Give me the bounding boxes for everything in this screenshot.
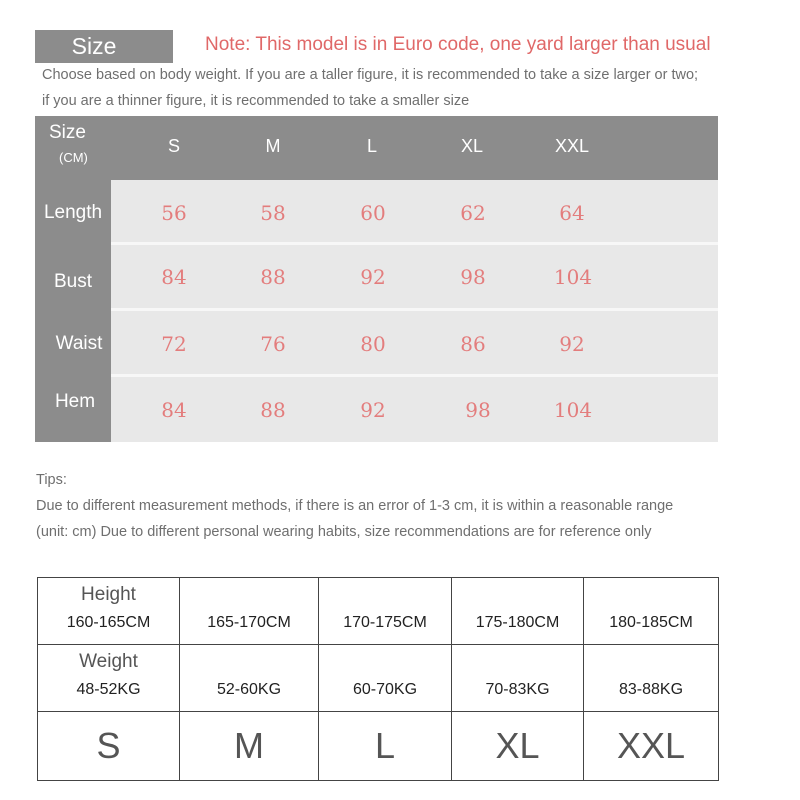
row-divider [111,308,718,311]
bust-xxl: 104 [553,265,593,289]
weight-cell [38,645,180,712]
length-l: 60 [360,201,386,225]
height-cell [38,578,180,645]
height-row [38,578,719,645]
height-range: 180-185CM [609,614,693,631]
size-title: Size [71,33,117,59]
hem-l: 92 [360,398,386,422]
height-cell [319,578,452,645]
row-label-hem: Hem [54,391,96,412]
size-cell [584,712,719,781]
row-label-length: Length [43,202,103,223]
description-line-1: Choose based on body weight. If you are a taller figure, it is recommended to take a size larger or two; [42,67,699,83]
height-label: Height [81,584,136,605]
weight-range: 52-60KG [216,681,282,698]
row-divider [111,374,718,377]
bust-m: 88 [260,265,286,289]
recommended-size: L [374,725,396,766]
weight-range: 48-52KG [76,681,141,698]
weight-label: Weight [79,651,138,672]
length-xxl: 64 [559,201,585,225]
bust-l: 92 [360,265,386,289]
weight-cell [584,645,719,712]
hem-m: 88 [260,398,286,422]
bust-s: 84 [161,265,187,289]
bust-xl: 98 [460,265,486,289]
weight-range: 70-83KG [485,681,550,698]
recommended-size: M [234,725,264,766]
waist-xxl: 92 [559,332,585,356]
row-label-waist: Waist [55,333,103,354]
waist-m: 76 [260,332,286,356]
row-divider [111,242,718,245]
height-weight-table [37,577,719,781]
row-label-bust: Bust [53,271,93,292]
height-cell [584,578,719,645]
size-cell [452,712,584,781]
waist-l: 80 [360,332,386,356]
recommended-size: XXL [616,725,686,766]
size-header-xxl: XXL [554,136,590,156]
recommended-size: S [96,725,121,766]
size-header-l: L [366,136,377,156]
height-cell [452,578,584,645]
size-header-m: M [265,136,281,156]
tips-line-2: (unit: cm) Due to different personal wearing habits, size recommendations are for reference only [36,524,652,540]
length-m: 58 [260,201,286,225]
size-cell [38,712,180,781]
tips-heading: Tips: [36,472,67,488]
size-title-box [35,30,173,63]
weight-range: 83-88KG [618,681,684,698]
size-chart-table [35,116,718,442]
waist-xl: 86 [460,332,486,356]
tips-line-1: Due to different measurement methods, if there is an error of 1-3 cm, it is within a reasonable range [36,498,674,514]
height-range: 175-180CM [475,614,560,631]
weight-range: 60-70KG [352,681,418,698]
height-range: 165-170CM [207,614,291,631]
height-range: 160-165CM [66,614,151,631]
corner-unit-label: (CM) [59,150,88,165]
recommended-size-row [38,712,719,781]
size-cell [319,712,452,781]
weight-cell [452,645,584,712]
weight-row [38,645,719,712]
height-cell [180,578,319,645]
hem-s: 84 [161,398,187,422]
corner-size-label: Size [49,122,86,143]
hem-xl: 98 [465,398,491,422]
waist-s: 72 [161,332,187,356]
size-cell [180,712,319,781]
height-range: 170-175CM [343,614,427,631]
length-xl: 62 [460,201,486,225]
recommended-size: XL [495,725,540,766]
weight-cell [319,645,452,712]
description-line-2: if you are a thinner figure, it is recommended to take a smaller size [42,93,470,109]
euro-code-note: Note: This model is in Euro code, one yard larger than usual [205,34,711,55]
length-s: 56 [161,201,187,225]
size-header-xl: XL [460,136,484,156]
hem-xxl: 104 [553,398,593,422]
size-header-s: S [167,136,180,156]
weight-cell [180,645,319,712]
